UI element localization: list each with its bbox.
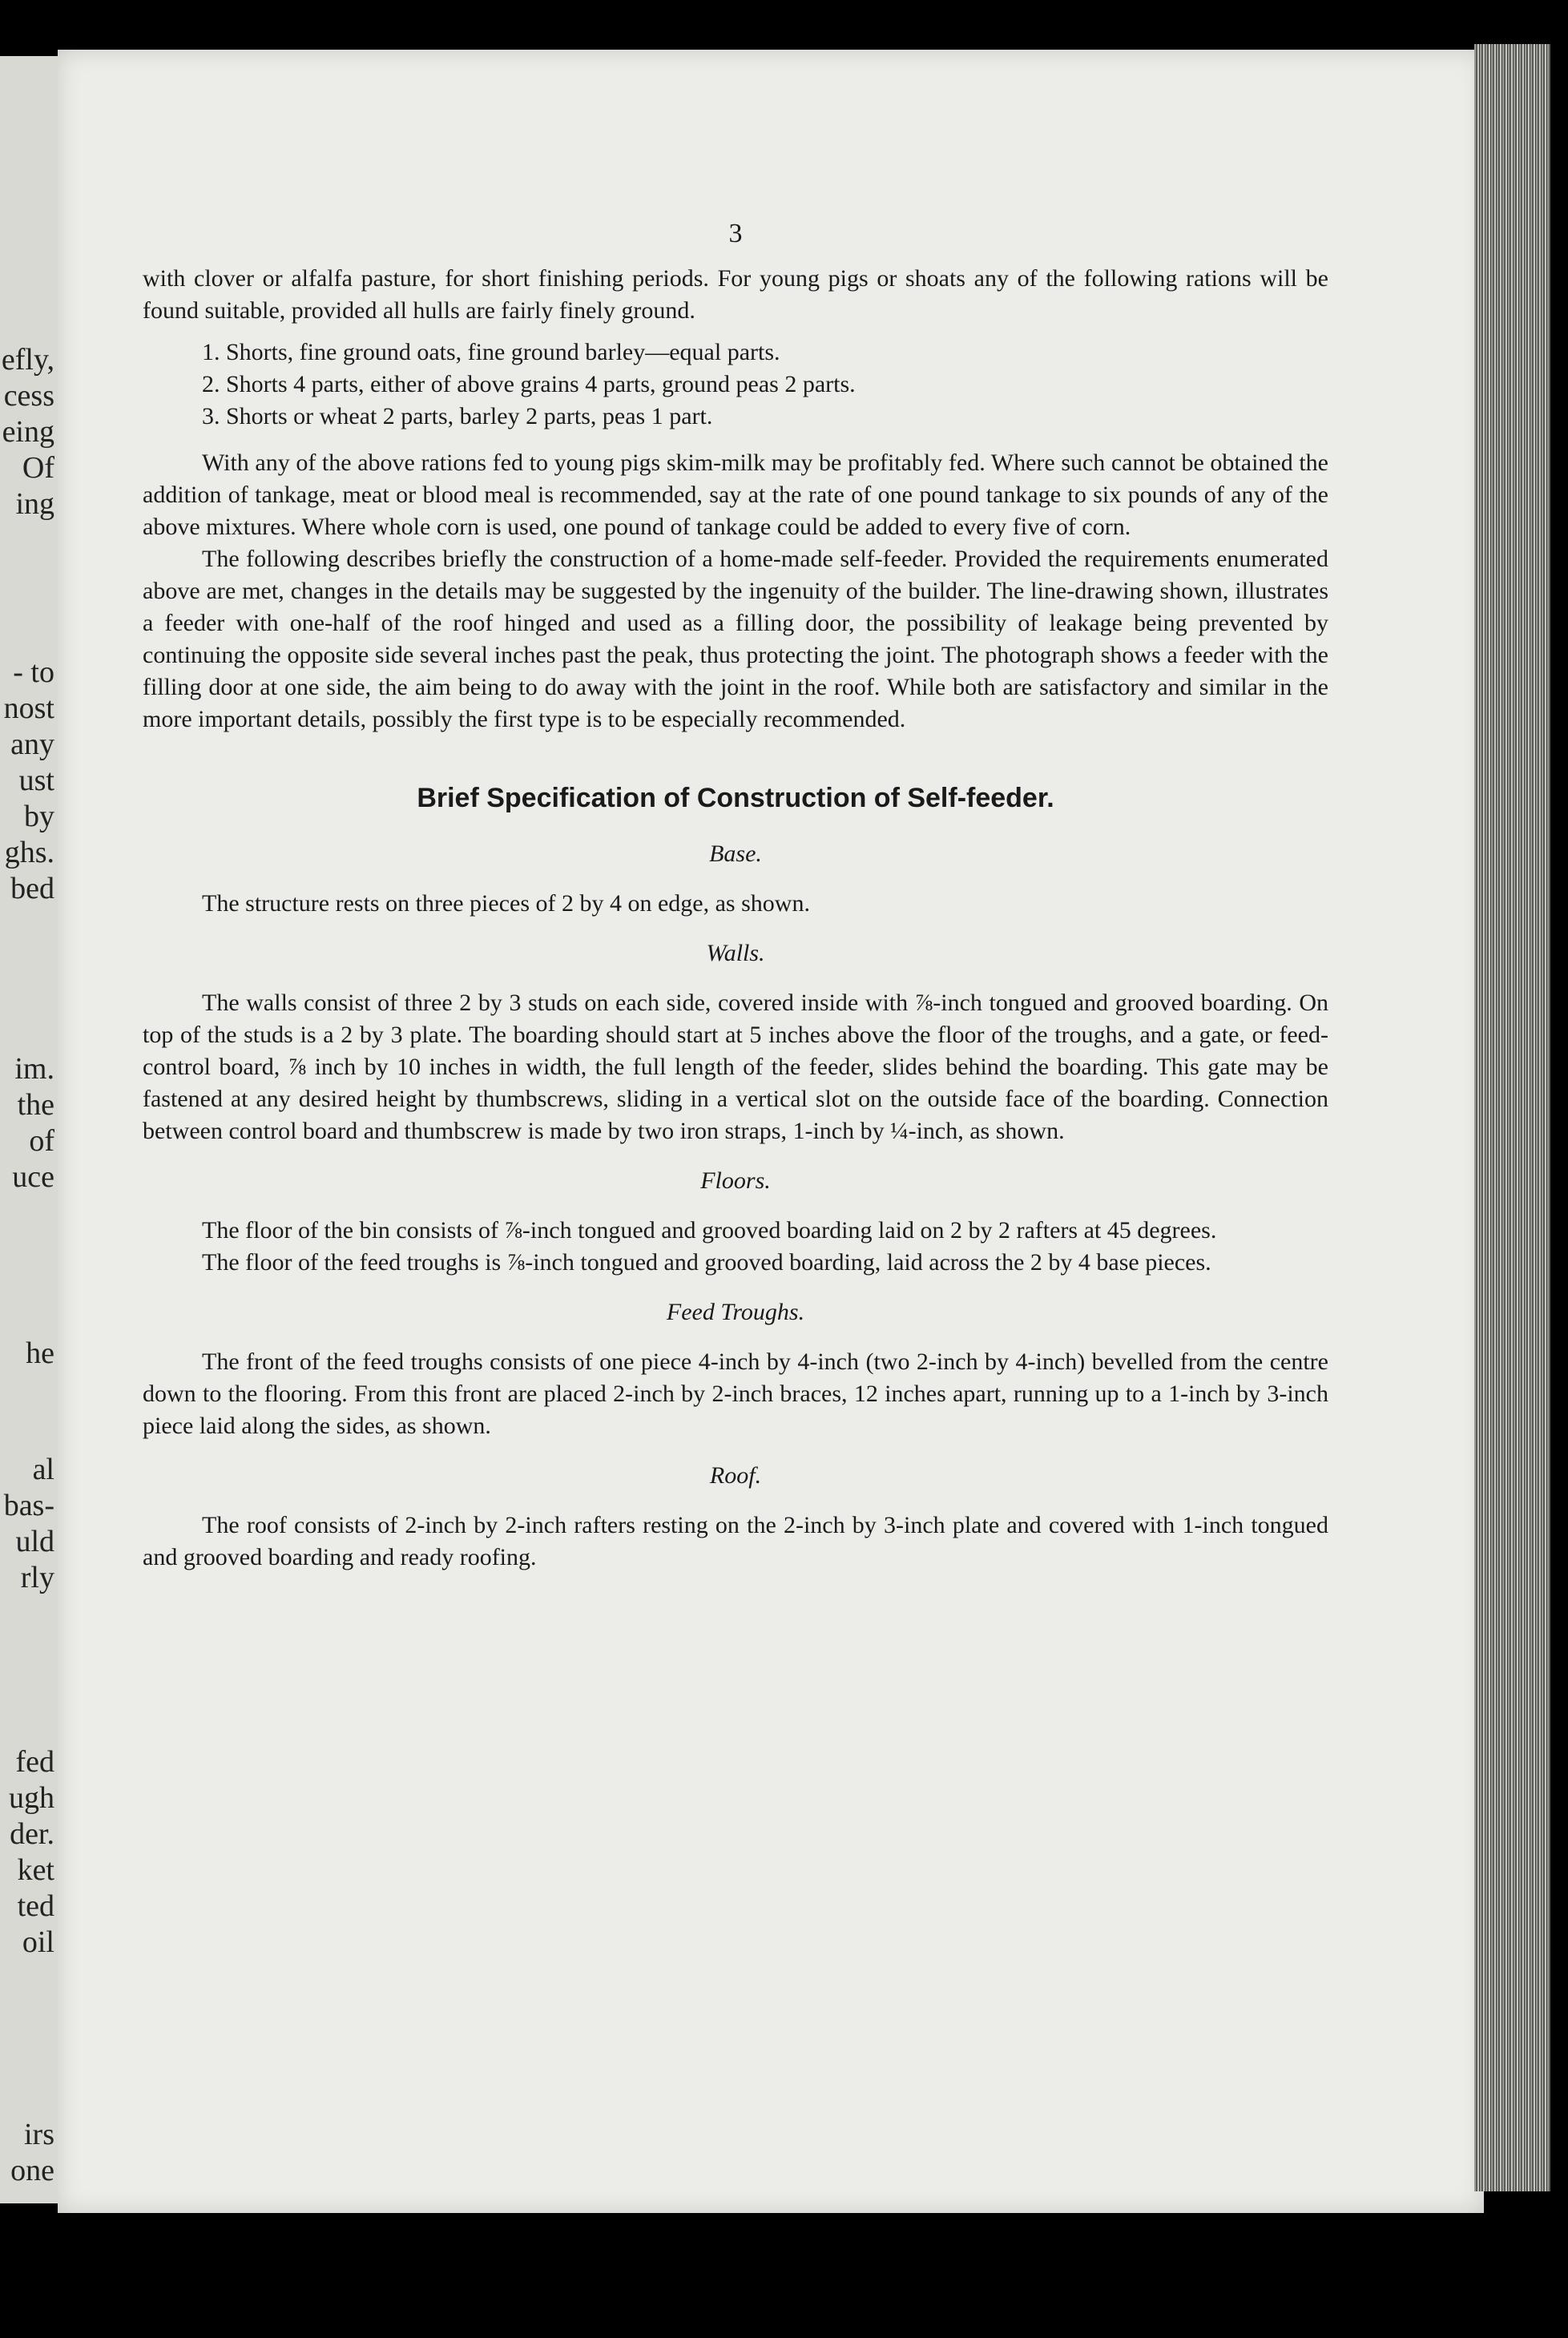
facing-fragment: Of xyxy=(22,451,54,485)
facing-fragment: oil xyxy=(22,1925,54,1959)
facing-fragment: ust xyxy=(18,764,54,797)
rations-paragraph: With any of the above rations fed to young pigs skim-milk may be profitably fed. Where such cannot be obtained the addition of tankage, meat or blood meal is recommended, say at the rate of one pound tankage to six pounds of any of the above mixtures. Where whole corn is used, one pound of tankage could be added to every five of corn. xyxy=(143,449,1328,540)
page-stack-edge xyxy=(1474,44,1550,2191)
ration-item: 3. Shorts or wheat 2 parts, barley 2 parts, peas 1 part. xyxy=(202,403,713,429)
walls-heading: Walls. xyxy=(706,940,765,966)
floors-paragraph: The floor of the bin consists of ⅞-inch tongued and grooved boarding laid on 2 by 2 rafters at 45 degrees. xyxy=(202,1217,1217,1244)
facing-fragment: the xyxy=(17,1088,54,1122)
facing-fragment: bed xyxy=(10,872,54,905)
rations-list xyxy=(143,337,1328,433)
base-paragraph: The structure rests on three pieces of 2 by 4 on edge, as shown. xyxy=(202,890,810,917)
page-number: 3 xyxy=(728,219,743,248)
facing-fragment: eing xyxy=(2,415,54,449)
section-title: Brief Specification of Construction of Self-feeder. xyxy=(417,783,1054,813)
facing-fragment: irs xyxy=(24,2118,54,2151)
facing-fragment: rly xyxy=(20,1561,54,1594)
facing-fragment: al xyxy=(32,1453,54,1486)
facing-fragment: he xyxy=(26,1336,54,1370)
facing-page-margin xyxy=(0,56,58,2203)
walls-paragraph: The walls consist of three 2 by 3 studs on each side, covered inside with ⅞-inch tongued and grooved boarding. On top of the studs is a 2 by 3 plate. The boarding should start at 5 inches above the floor of the troughs, and a gate, or feed-control board, ⅞ inch by 10 inches in width, the full length of the feeder, slides behind the boarding. This gate may be fastened at any desired height by thumbscrews, sliding in a vertical slot on the outside face of the boarding. Connection between control board and thumbscrew is made by two iron straps, 1-inch by ¼-inch, as shown. xyxy=(143,990,1328,1144)
facing-fragment: any xyxy=(10,728,54,761)
facing-fragment: ket xyxy=(17,1853,54,1887)
facing-fragment: of xyxy=(29,1124,54,1158)
facing-fragment: by xyxy=(24,800,54,833)
facing-fragment: ing xyxy=(15,487,54,521)
roof-heading: Roof. xyxy=(709,1462,762,1489)
facing-fragment: der. xyxy=(10,1817,54,1851)
roof-paragraph: The roof consists of 2-inch by 2-inch rafters resting on the 2-inch by 3-inch plate and covered with 1-inch tongued and grooved boarding and ready roofing. xyxy=(143,1512,1328,1570)
intro-paragraph: with clover or alfalfa pasture, for short finishing periods. For young pigs or shoats any of the following rations will be found suitable, provided all hulls are fairly finely ground. xyxy=(143,265,1328,324)
facing-fragment: uld xyxy=(15,1525,54,1558)
base-heading: Base. xyxy=(709,840,762,867)
ration-item: 1. Shorts, fine ground oats, fine ground barley—equal parts. xyxy=(202,339,780,365)
construction-paragraph: The following describes briefly the construction of a home-made self-feeder. Provided the requirements enumerated above are met, changes in the details may be suggested by the ingenuity of the builder. The line-drawing shown, illustrates a feeder with one-half of the roof hinged and used as a filling door, the possibility of leakage being prevented by continuing the opposite side several inches past the peak, thus protecting the joint. The photograph shows a feeder with the filling door at one side, the aim being to do away with the joint in the roof. While both are satisfactory and similar in the more important details, possibly the first type is to be especially recommended. xyxy=(143,546,1328,732)
floors-paragraph: The floor of the feed troughs is ⅞-inch tongued and grooved boarding, laid across the 2 by 4 base pieces. xyxy=(202,1249,1211,1276)
facing-fragment: one xyxy=(10,2154,54,2187)
facing-fragment: ugh xyxy=(9,1781,54,1815)
feed-troughs-paragraph: The front of the feed troughs consists of one piece 4-inch by 4-inch (two 2-inch by 4-inch) bevelled from the centre down to the flooring. From this front are placed 2-inch by 2-inch braces, 12 inches apart, running up to a 1-inch by 3-inch piece laid along the sides, as shown. xyxy=(143,1348,1328,1439)
facing-fragment: - to xyxy=(13,655,54,689)
facing-fragment: im. xyxy=(14,1052,54,1086)
facing-fragment: fed xyxy=(15,1745,54,1779)
facing-fragment: bas- xyxy=(3,1489,54,1522)
page-content xyxy=(143,160,1328,1574)
ration-item: 2. Shorts 4 parts, either of above grains 4 parts, ground peas 2 parts. xyxy=(202,371,856,397)
facing-fragment: cess xyxy=(3,379,54,413)
floors-heading: Floors. xyxy=(700,1167,771,1194)
facing-fragment: efly, xyxy=(1,343,54,377)
facing-fragment: nost xyxy=(3,691,54,725)
feed-troughs-heading: Feed Troughs. xyxy=(666,1299,805,1325)
facing-fragment: ghs. xyxy=(4,836,54,869)
facing-fragment: uce xyxy=(12,1160,54,1194)
facing-fragment: ted xyxy=(17,1889,54,1923)
